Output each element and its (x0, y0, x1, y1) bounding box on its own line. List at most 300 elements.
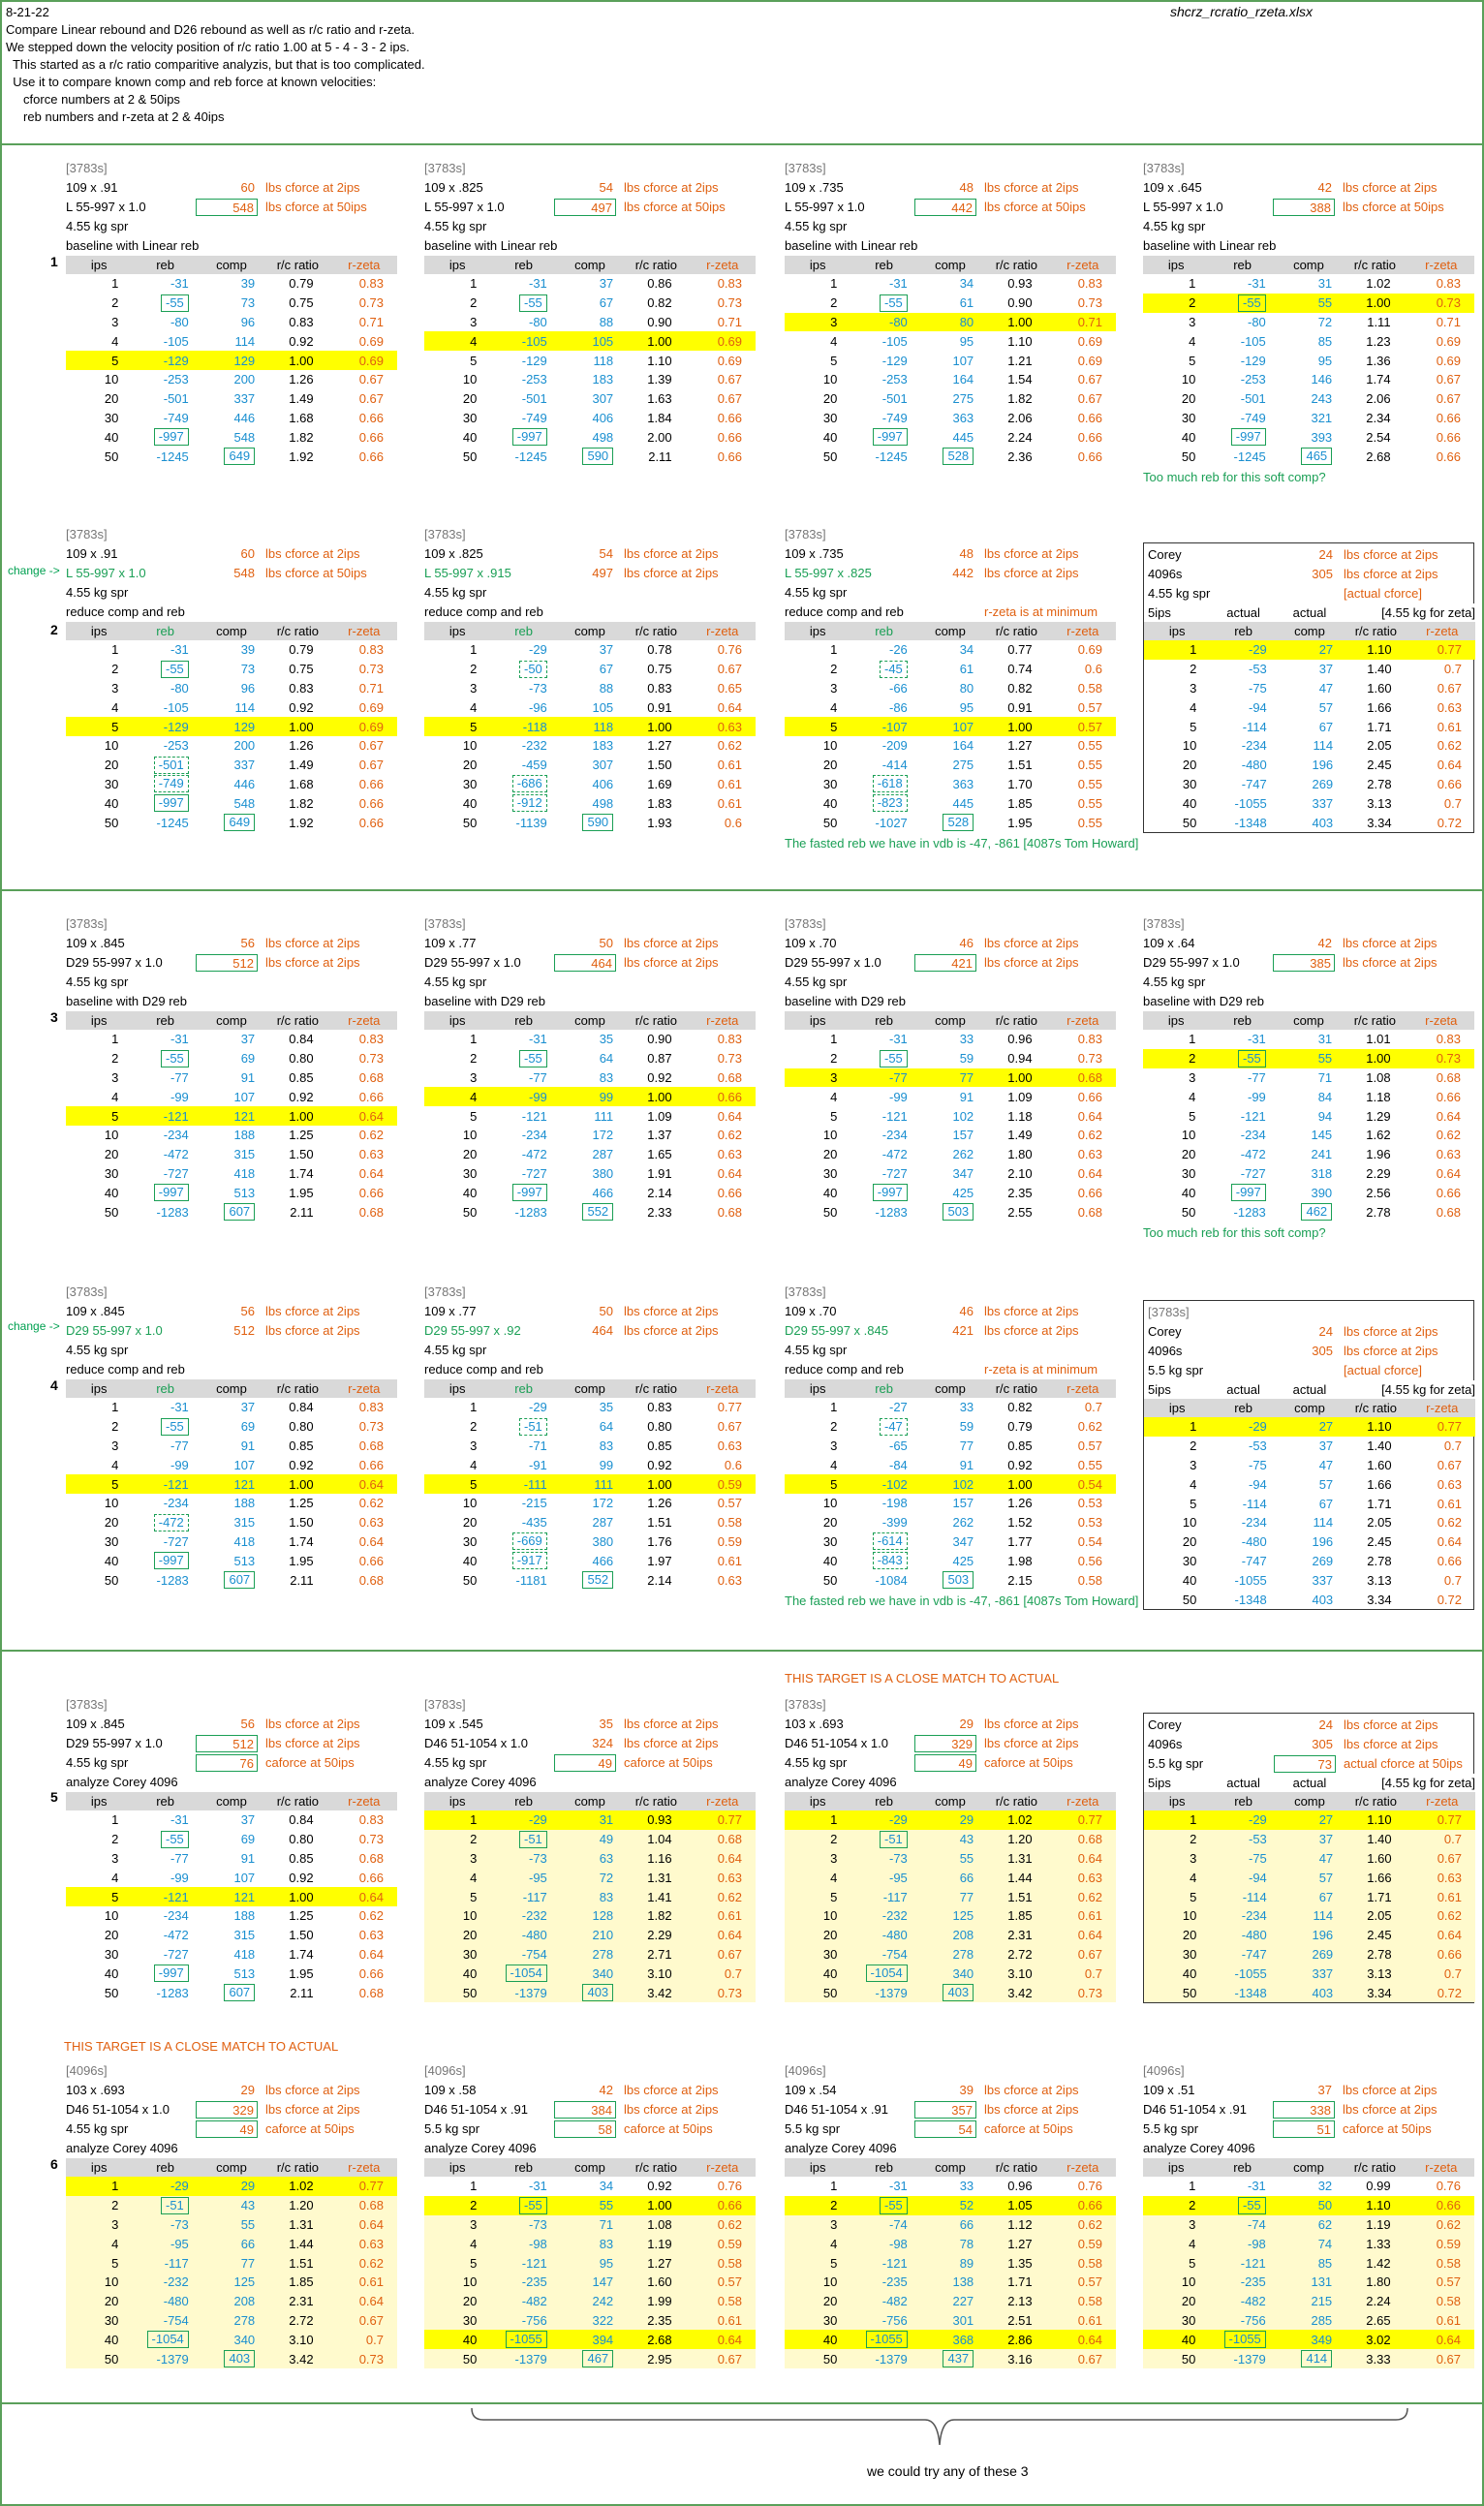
table-cell: 2 (111, 662, 119, 677)
table-cell: 4 (111, 1870, 119, 1885)
table-cell: 118 (557, 717, 623, 736)
column-header: r-zeta (331, 622, 397, 640)
table-row (66, 389, 397, 409)
table-row (1143, 351, 1474, 370)
table-row (785, 640, 1116, 660)
data-table (785, 1379, 1116, 1590)
table-cell: 0.62 (717, 1128, 742, 1143)
cforce-50ips-value: 512 (196, 954, 258, 972)
table-cell: -480 (1241, 1534, 1267, 1550)
table-cell (850, 793, 916, 813)
cell-value: -912 (512, 794, 547, 812)
table-cell: -31 (170, 1812, 189, 1828)
table-cell: 1 (111, 1032, 119, 1047)
table-cell: -749 (521, 410, 547, 425)
table-cell: 107 (233, 1870, 256, 1885)
table-cell: 95 (1317, 353, 1333, 368)
table-row (785, 1868, 1116, 1887)
table-row (424, 1202, 756, 1222)
table-row (424, 313, 756, 332)
table-cell: 0.92 (289, 1870, 314, 1885)
table-row (424, 1810, 756, 1830)
panel-tag: [3783s] (424, 1697, 466, 1712)
cforce-50ips-value: 329 (914, 1735, 976, 1752)
table-cell: 1.02 (1366, 276, 1391, 292)
table-cell: 0.61 (1409, 1887, 1475, 1906)
table-cell: 96 (240, 314, 256, 329)
table-cell: -105 (163, 699, 189, 715)
table-cell: 548 (233, 429, 256, 445)
table-cell: -756 (490, 2311, 556, 2331)
table-cell: 3 (111, 680, 119, 696)
table-cell: 1.40 (1343, 1830, 1408, 1849)
table-cell (199, 2349, 264, 2368)
table-cell: 1.00 (623, 717, 689, 736)
table-cell: 0.62 (1077, 1128, 1102, 1143)
cforce-50ips-label: lbs cforce at 2ips (1344, 567, 1438, 581)
table-cell: 2.06 (1007, 410, 1033, 425)
cforce-2ips-value: 56 (240, 1717, 255, 1731)
table-row (1144, 1474, 1475, 1494)
table-cell: 0.58 (717, 1515, 742, 1531)
table-row (66, 409, 397, 428)
column-header: comp (1276, 1011, 1342, 1030)
table-cell: 2 (111, 1832, 119, 1847)
table-cell: 2.72 (983, 1945, 1049, 1965)
column-header: r-zeta (331, 1011, 397, 1030)
table-cell: 40 (822, 1185, 838, 1200)
table-cell: 1.00 (264, 351, 330, 370)
cforce-50ips-label: lbs cforce at 2ips (984, 1323, 1079, 1338)
panel-title: 109 x .70 (785, 1304, 837, 1318)
table-cell: 50 (104, 1985, 119, 2000)
table-cell: 3 (1189, 314, 1196, 329)
table-cell: 50 (822, 449, 838, 464)
table-cell: 0.67 (1050, 2349, 1116, 2368)
table-cell: -99 (490, 1087, 556, 1106)
table-cell (850, 1964, 916, 1983)
column-header: ips (1144, 622, 1210, 640)
table-cell: 67 (1318, 719, 1334, 734)
cforce-50ips-value: 497 (554, 199, 616, 216)
table-cell: 2.31 (983, 1926, 1049, 1945)
table-row (1144, 1810, 1475, 1830)
column-header: r-zeta (690, 622, 756, 640)
column-header: comp (199, 2158, 264, 2177)
damper-panel (1143, 1300, 1474, 1610)
table-cell: -232 (490, 1906, 556, 1926)
cforce-2ips-label: lbs cforce at 2ips (984, 546, 1079, 561)
table-cell: 0.64 (331, 2292, 397, 2311)
table-cell: 466 (592, 1553, 614, 1568)
table-cell: 0.62 (1050, 2215, 1116, 2235)
table-cell: 2.51 (983, 2311, 1049, 2331)
table-row (785, 2234, 1116, 2253)
table-row (424, 1868, 756, 1887)
table-cell: 0.73 (331, 2349, 397, 2368)
table-cell: 3 (785, 1849, 850, 1869)
table-cell: 47 (1318, 680, 1334, 696)
table-cell: 0.58 (1408, 2253, 1474, 2273)
table-cell: 215 (1276, 2292, 1342, 2311)
table-cell: -501 (163, 391, 189, 407)
panel-title: 109 x .845 (66, 1717, 125, 1731)
table-cell: 0.73 (358, 295, 384, 311)
table-cell: 363 (952, 776, 974, 791)
table-row (66, 274, 397, 294)
table-cell: 1.10 (1007, 333, 1033, 349)
cforce-2ips-value: 42 (1317, 936, 1332, 950)
panel-tag: [3783s] (1143, 916, 1185, 931)
table-cell (1209, 294, 1275, 313)
table-cell: 0.91 (1007, 699, 1033, 715)
header-line: This started as a r/c ratio comparitive analyzis, but that is too complicated. (6, 57, 425, 72)
row-number: 5 (50, 1789, 58, 1805)
table-cell: 3 (830, 1438, 838, 1453)
table-cell: 1.93 (647, 815, 672, 830)
table-cell: 1 (66, 2177, 132, 2196)
table-row (785, 717, 1116, 736)
table-cell: -29 (528, 642, 547, 658)
table-cell: 3 (785, 1068, 850, 1088)
table-cell: 0.67 (358, 372, 384, 387)
table-cell: -1084 (875, 1572, 908, 1588)
cell-value: 590 (582, 814, 613, 831)
table-cell: 39 (240, 642, 256, 658)
cell-value: 552 (582, 1571, 613, 1589)
table-cell: 5 (66, 2253, 132, 2273)
table-cell: 1.41 (623, 1887, 689, 1906)
table-cell: 33 (959, 2179, 974, 2194)
table-cell: 83 (599, 1069, 614, 1085)
caforce-50ips-label: caforce at 50ips (624, 1755, 713, 1770)
table-cell: -73 (132, 2215, 198, 2235)
table-cell: 1.00 (983, 1474, 1049, 1494)
table-cell: 0.73 (1077, 1051, 1102, 1067)
table-cell: 2 (1190, 1439, 1197, 1454)
table-cell: 10 (104, 738, 119, 754)
table-cell: 340 (557, 1964, 623, 1983)
table-cell: 0.57 (1050, 717, 1116, 736)
table-cell: 0.63 (358, 1928, 384, 1943)
spring-spec: 4.55 kg spr (66, 1343, 129, 1357)
table-cell: 0.96 (1007, 2179, 1033, 2194)
table-cell: 50 (462, 449, 478, 464)
table-cell: 0.57 (1077, 1438, 1102, 1453)
table-cell: -435 (521, 1515, 547, 1531)
table-cell (557, 813, 623, 832)
panel-tag: [3783s] (424, 161, 466, 175)
table-row (424, 2234, 756, 2253)
column-header: actual (1210, 1380, 1276, 1399)
column-header: r-zeta (1050, 256, 1116, 274)
table-cell: 1.25 (289, 1128, 314, 1143)
cforce-50ips-value: 464 (592, 1323, 613, 1338)
table-cell: 20 (104, 391, 119, 407)
cforce-2ips-label: lbs cforce at 2ips (984, 1304, 1079, 1318)
table-cell: 95 (959, 333, 974, 349)
table-row (66, 679, 397, 698)
panel-subtitle: reduce comp and reb (424, 1362, 543, 1377)
cell-value: -1054 (147, 2331, 189, 2348)
table-cell: 0.66 (358, 815, 384, 830)
table-cell: 2.54 (1366, 429, 1391, 445)
data-table (424, 622, 756, 832)
column-header: ips (66, 1011, 132, 1030)
table-cell: -1245 (875, 449, 908, 464)
table-cell: 2.45 (1367, 1534, 1392, 1550)
column-header: r-zeta (1050, 1011, 1116, 1030)
table-cell: 2.72 (264, 2311, 330, 2331)
table-cell: 20 (822, 1515, 838, 1531)
table-cell: 4 (830, 1089, 838, 1104)
table-cell: 340 (199, 2330, 264, 2349)
table-cell: -98 (1209, 2234, 1275, 2253)
table-row (66, 1126, 397, 1145)
panel-title: 109 x .54 (785, 2083, 837, 2097)
table-cell (490, 1830, 556, 1849)
table-cell: 0.80 (289, 1051, 314, 1067)
column-header: ips (1143, 2158, 1209, 2177)
table-cell: 0.61 (690, 2311, 756, 2331)
table-cell: 2 (470, 1419, 478, 1435)
cforce-50ips-value: 338 (1273, 2101, 1335, 2119)
table-cell: 47 (1277, 1849, 1343, 1869)
table-cell: 2.00 (647, 429, 672, 445)
cell-value: 465 (1301, 448, 1332, 465)
valving-spec: D29 55-997 x 1.0 (1143, 955, 1240, 970)
table-cell: -747 (1241, 1553, 1267, 1568)
table-row (785, 351, 1116, 370)
table-cell: 0.61 (717, 776, 742, 791)
table-cell: 3.16 (983, 2349, 1049, 2368)
table-cell: 107 (917, 717, 983, 736)
cforce-50ips-value: 305 (1312, 1344, 1333, 1358)
table-cell: 10 (462, 1128, 478, 1143)
table-cell: 301 (917, 2311, 983, 2331)
table-cell: 1.51 (983, 1887, 1049, 1906)
table-cell: 91 (240, 1438, 256, 1453)
table-cell: 380 (592, 1533, 614, 1549)
table-cell: 278 (199, 2311, 264, 2331)
table-cell: 0.64 (717, 1165, 742, 1181)
table-cell: 20 (104, 1928, 119, 1943)
table-cell: 406 (592, 776, 614, 791)
table-cell: 5 (1190, 719, 1197, 734)
table-cell: -29 (528, 1400, 547, 1415)
table-cell: 0.77 (690, 1810, 756, 1830)
damper-panel (424, 914, 756, 1222)
table-cell: 0.91 (647, 699, 672, 715)
table-cell: 20 (462, 1147, 478, 1162)
cell-value: -50 (519, 661, 547, 678)
caforce-50ips-label: caforce at 50ips (265, 2121, 355, 2136)
table-cell: -727 (881, 1165, 908, 1181)
column-header: r/c ratio (1343, 622, 1408, 640)
table-cell: 50 (1276, 2196, 1342, 2215)
table-row (1144, 1417, 1475, 1437)
table-cell: 0.63 (358, 1515, 384, 1531)
table-row (1143, 1030, 1474, 1049)
spring-spec: 5.5 kg spr (785, 2121, 841, 2136)
table-row (424, 331, 756, 351)
table-cell: 0.61 (717, 758, 742, 773)
table-row (1143, 1049, 1474, 1068)
table-row (1143, 2234, 1474, 2253)
table-cell: 0.73 (1408, 1049, 1474, 1068)
table-cell: 0.64 (331, 1474, 397, 1494)
table-cell: 10 (462, 372, 478, 387)
cell-value: -997 (1231, 428, 1266, 446)
cforce-2ips-label: lbs cforce at 2ips (1344, 1717, 1438, 1732)
table-row (1144, 1456, 1475, 1475)
spring-spec: 4.55 kg spr (66, 219, 129, 233)
table-cell: 3 (1144, 1849, 1210, 1869)
table-cell: 1.12 (983, 2215, 1049, 2235)
column-header: r/c ratio (983, 1011, 1049, 1030)
table-cell: 50 (1182, 1592, 1197, 1607)
table-cell: 0.66 (358, 1089, 384, 1104)
table-cell: 1.26 (647, 1496, 672, 1511)
cell-value: -823 (873, 794, 908, 812)
table-row (66, 1906, 397, 1926)
table-cell (199, 1570, 264, 1590)
cell-value: 462 (1301, 1203, 1332, 1221)
column-header: comp (1277, 1399, 1343, 1417)
table-cell: 2 (830, 1051, 838, 1067)
table-cell: 0.7 (331, 2330, 397, 2349)
table-cell: 20 (462, 758, 478, 773)
table-cell: -235 (1209, 2273, 1275, 2292)
cforce-50ips-label: lbs cforce at 2ips (984, 955, 1079, 970)
table-cell: -1348 (1234, 1592, 1267, 1607)
cell-value: -55 (519, 1050, 547, 1067)
spring-spec: 4.55 kg spr (1148, 586, 1211, 601)
cforce-50ips-label: lbs cforce at 50ips (265, 200, 367, 214)
table-cell: 3.13 (1343, 1964, 1408, 1983)
cforce-50ips-label: lbs cforce at 2ips (624, 1323, 719, 1338)
table-cell: -727 (163, 1533, 189, 1549)
table-cell: 406 (592, 410, 614, 425)
table-cell: -749 (163, 410, 189, 425)
cforce-50ips-value: 357 (914, 2101, 976, 2119)
table-cell: 321 (1311, 410, 1333, 425)
table-cell: 0.67 (1409, 1849, 1475, 1869)
table-cell: 118 (593, 353, 614, 368)
table-cell: 20 (66, 2292, 132, 2311)
table-cell: -53 (1248, 1439, 1267, 1454)
table-row (424, 389, 756, 409)
table-cell: 0.61 (1437, 719, 1462, 734)
table-cell: 2.36 (1007, 449, 1033, 464)
cell-value: 503 (943, 1203, 974, 1221)
caforce-50ips-label: [actual cforce] (1344, 586, 1422, 601)
table-cell: 1 (830, 642, 838, 658)
table-cell: 0.99 (1366, 2179, 1391, 2194)
column-header: reb (490, 622, 556, 640)
table-cell: 0.86 (647, 276, 672, 292)
table-cell: 10 (1181, 1128, 1196, 1143)
table-cell: 0.69 (358, 333, 384, 349)
table-cell: 1.99 (623, 2292, 689, 2311)
table-cell: 183 (592, 372, 614, 387)
data-table (1144, 1774, 1475, 2002)
table-cell: 0.63 (1437, 699, 1462, 715)
spring-spec: 4.55 kg spr (66, 975, 129, 989)
table-cell: 0.58 (690, 2292, 756, 2311)
panel-subtitle: reduce comp and reb (66, 604, 185, 619)
header-notes (6, 4, 425, 126)
table-cell: 131 (1276, 2273, 1342, 2292)
table-row (1143, 2273, 1474, 2292)
table-cell: 403 (1277, 1983, 1343, 2002)
damper-panel (66, 525, 397, 832)
table-row (66, 427, 397, 447)
table-row (785, 2253, 1116, 2273)
column-header: ips (1143, 1011, 1209, 1030)
table-cell: 2 (1144, 1830, 1210, 1849)
table-cell: 40 (462, 1553, 478, 1568)
table-cell: 37 (599, 276, 614, 292)
column-header: actual (1210, 603, 1276, 622)
table-cell: -1055 (1210, 1964, 1276, 1983)
table-cell: -232 (132, 2273, 198, 2292)
table-cell: -1181 (515, 1572, 547, 1588)
cell-value: -618 (873, 775, 908, 792)
table-cell: 4 (111, 333, 119, 349)
table-cell: 3.10 (264, 2330, 330, 2349)
table-cell: 0.68 (1436, 1204, 1461, 1220)
panel-title: 109 x .845 (66, 936, 125, 950)
table-row (66, 1068, 397, 1088)
table-cell: 1.10 (1343, 640, 1408, 660)
row-divider (0, 889, 1484, 891)
cell-value: 414 (1301, 2350, 1332, 2367)
table-cell: 2.11 (648, 449, 672, 464)
table-cell: 1.10 (1343, 1810, 1408, 1830)
column-header: reb (132, 256, 198, 274)
table-cell: 2 (830, 662, 838, 677)
table-row (66, 1570, 397, 1590)
table-cell: 5 (1189, 1108, 1196, 1124)
table-cell: 10 (822, 1496, 838, 1511)
table-cell: -1379 (490, 2349, 556, 2368)
column-header: reb (1210, 622, 1276, 640)
table-cell: 10 (822, 372, 838, 387)
table-cell (557, 1202, 623, 1222)
valving-spec: L 55-997 x 1.0 (785, 200, 865, 214)
cell-value: -55 (1238, 2197, 1266, 2214)
table-cell: 0.57 (1408, 2273, 1474, 2292)
table-row (785, 370, 1116, 389)
table-cell: 0.69 (717, 353, 742, 368)
cforce-2ips-value: 29 (959, 1717, 974, 1731)
table-cell: 1.76 (647, 1533, 672, 1549)
table-cell: 77 (917, 1068, 983, 1088)
data-table (785, 1011, 1116, 1222)
table-cell: -111 (490, 1474, 556, 1494)
table-cell: 0.69 (1436, 353, 1461, 368)
table-row (785, 447, 1116, 466)
cforce-50ips-value: 512 (233, 1323, 255, 1338)
table-cell: 30 (104, 1946, 119, 1962)
table-cell (132, 1551, 198, 1570)
table-cell: 0.77 (1409, 640, 1475, 660)
table-row (424, 447, 756, 466)
table-cell: 3 (111, 1438, 119, 1453)
table-cell: 34 (959, 642, 974, 658)
cforce-50ips-label: lbs cforce at 2ips (265, 2102, 360, 2117)
